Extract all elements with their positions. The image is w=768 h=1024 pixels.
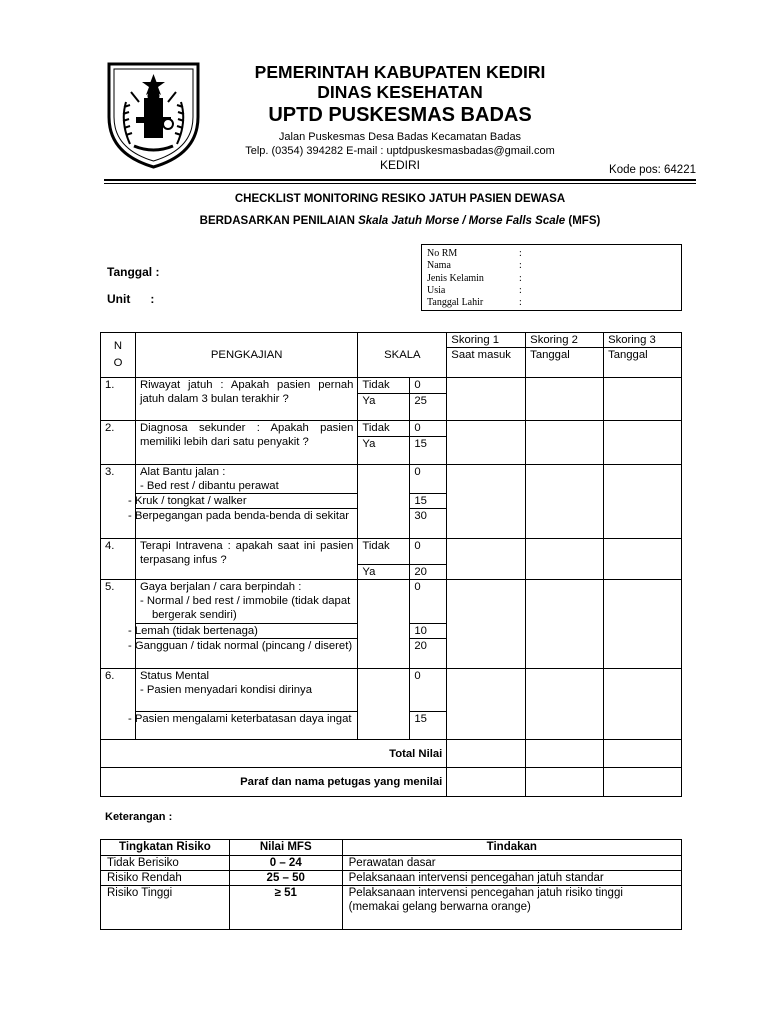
row-no: 5. xyxy=(101,580,136,669)
scale-value: 15 xyxy=(410,437,447,465)
row-option: - Pasien mengalami keterbatasan daya ingat xyxy=(135,712,357,740)
score-cell[interactable] xyxy=(604,669,682,740)
score-cell[interactable] xyxy=(604,580,682,669)
letterhead-government: PEMERINTAH KABUPATEN KEDIRI xyxy=(254,62,546,82)
patient-field-row: No RM : xyxy=(427,248,522,259)
risk-action: Pelaksanaan intervensi pencegahan jatuh standar xyxy=(342,871,681,886)
risk-level-table xyxy=(100,839,682,930)
patient-field-row: Usia : xyxy=(427,284,522,296)
scale-label: Ya xyxy=(358,437,410,465)
score-cell[interactable] xyxy=(447,421,526,465)
score-cell[interactable] xyxy=(447,465,526,539)
morse-fall-scale-table xyxy=(100,332,682,797)
row-question: Gaya berjalan / cara berpindah : - Normal / bed rest / immobile (tidak dapat bergerak sendiri) xyxy=(135,580,357,624)
risk-header-tindakan: Tindakan xyxy=(342,840,681,856)
unit-label: Unit : xyxy=(107,292,155,306)
keterangan-label: Keterangan : xyxy=(105,811,173,823)
header-skala: SKALA xyxy=(358,333,447,378)
row-question: Terapi Intravena : apakah saat ini pasien terpasang infus ? xyxy=(135,539,357,580)
score-cell[interactable] xyxy=(447,539,526,580)
risk-header-row xyxy=(101,840,682,856)
total-row xyxy=(101,740,682,768)
document-subtitle: BERDASARKAN PENILAIAN Skala Jatuh Morse / Morse Falls Scale (MFS) xyxy=(199,215,601,227)
score-cell[interactable] xyxy=(526,580,604,669)
table-row xyxy=(101,421,682,437)
patient-field-row: Jenis Kelamin : xyxy=(427,272,522,284)
row-no: 1. xyxy=(101,378,136,421)
row-no: 2. xyxy=(101,421,136,465)
risk-header-nilai: Nilai MFS xyxy=(229,840,342,856)
total-cell[interactable] xyxy=(604,740,682,768)
score-cell[interactable] xyxy=(526,465,604,539)
signature-label: Paraf dan nama petugas yang menilai xyxy=(101,768,447,797)
total-cell[interactable] xyxy=(526,740,604,768)
scale-label-empty xyxy=(358,465,410,539)
risk-row xyxy=(101,856,682,871)
letterhead-contact: Telp. (0354) 394282 E-mail : uptdpuskesmasbadas@gmail.com xyxy=(245,145,555,157)
header-saat-masuk: Saat masuk xyxy=(447,348,526,378)
letterhead-rule-thick xyxy=(104,179,696,181)
score-cell[interactable] xyxy=(526,669,604,740)
score-cell[interactable] xyxy=(604,539,682,580)
row-no: 6. xyxy=(101,669,136,740)
scale-value: 0 xyxy=(410,465,447,494)
scale-label-empty xyxy=(358,669,410,740)
table-row xyxy=(101,669,682,712)
scale-value: 10 xyxy=(410,624,447,639)
row-question: Alat Bantu jalan : - Bed rest / dibantu perawat xyxy=(135,465,357,494)
total-cell[interactable] xyxy=(447,740,526,768)
scale-label: Tidak xyxy=(358,539,410,565)
header-skoring-3: Skoring 3 xyxy=(604,333,682,348)
letterhead-rule-thin xyxy=(104,183,696,184)
risk-row xyxy=(101,871,682,886)
signature-cell[interactable] xyxy=(447,768,526,797)
patient-field-row: Nama : xyxy=(427,260,522,272)
risk-score-range: 25 – 50 xyxy=(229,871,342,886)
score-cell[interactable] xyxy=(604,421,682,465)
scale-label: Tidak xyxy=(358,421,410,437)
header-tanggal-3: Tanggal xyxy=(604,348,682,378)
score-cell[interactable] xyxy=(447,378,526,421)
risk-row xyxy=(101,886,682,930)
risk-score-range: 0 – 24 xyxy=(229,856,342,871)
scale-label-empty xyxy=(358,580,410,669)
table-row xyxy=(101,378,682,394)
total-label: Total Nilai xyxy=(101,740,447,768)
tanggal-label: Tanggal : xyxy=(107,265,160,279)
scale-value: 0 xyxy=(410,669,447,712)
score-cell[interactable] xyxy=(604,378,682,421)
scale-value: 0 xyxy=(410,539,447,565)
crest-icon xyxy=(106,62,201,169)
risk-header-tingkat: Tingkatan Risiko xyxy=(101,840,230,856)
header-tanggal-2: Tanggal xyxy=(526,348,604,378)
letterhead-institution: UPTD PUSKESMAS BADAS xyxy=(268,104,532,126)
postal-code: Kode pos: 64221 xyxy=(609,164,696,176)
risk-level: Risiko Tinggi xyxy=(101,886,230,930)
row-option: - Gangguan / tidak normal (pincang / diseret) xyxy=(135,639,357,669)
letterhead xyxy=(210,62,590,173)
signature-cell[interactable] xyxy=(604,768,682,797)
header-skoring-2: Skoring 2 xyxy=(526,333,604,348)
table-row xyxy=(101,465,682,494)
score-cell[interactable] xyxy=(447,580,526,669)
document-title: CHECKLIST MONITORING RESIKO JATUH PASIEN DEWASA xyxy=(234,193,566,205)
risk-action: Pelaksanaan intervensi pencegahan jatuh risiko tinggi (memakai gelang berwarna orange) xyxy=(342,886,681,930)
row-no: 3. xyxy=(101,465,136,539)
risk-action: Perawatan dasar xyxy=(342,856,681,871)
score-cell[interactable] xyxy=(526,378,604,421)
header-skoring-1: Skoring 1 xyxy=(447,333,526,348)
row-option: - Berpegangan pada benda-benda di sekitar xyxy=(135,509,357,539)
subtitle-italic: Skala Jatuh Morse / Morse Falls Scale xyxy=(358,215,566,227)
row-option: - Kruk / tongkat / walker xyxy=(135,494,357,509)
scale-value: 15 xyxy=(410,494,447,509)
scale-value: 0 xyxy=(410,378,447,394)
scale-label: Ya xyxy=(358,394,410,421)
letterhead-department: DINAS KESEHATAN xyxy=(317,82,483,102)
row-question: Diagnosa sekunder : Apakah pasien memiliki lebih dari satu penyakit ? xyxy=(135,421,357,465)
signature-row xyxy=(101,768,682,797)
letterhead-city: KEDIRI xyxy=(379,158,420,172)
scale-label: Tidak xyxy=(358,378,410,394)
risk-level: Risiko Rendah xyxy=(101,871,230,886)
signature-cell[interactable] xyxy=(526,768,604,797)
risk-level: Tidak Berisiko xyxy=(101,856,230,871)
score-cell[interactable] xyxy=(604,465,682,539)
letterhead-address: Jalan Puskesmas Desa Badas Kecamatan Badas xyxy=(278,131,522,143)
header-no: N O xyxy=(101,333,136,378)
table-row xyxy=(101,580,682,624)
score-cell[interactable] xyxy=(447,669,526,740)
score-cell[interactable] xyxy=(526,539,604,580)
patient-identity-box xyxy=(421,244,682,311)
scale-value: 20 xyxy=(410,565,447,580)
row-question: Riwayat jatuh : Apakah pasien pernah jatuh dalam 3 bulan terakhir ? xyxy=(135,378,357,421)
scale-value: 15 xyxy=(410,712,447,740)
kediri-crest-logo xyxy=(106,62,201,169)
scale-label: Ya xyxy=(358,565,410,580)
score-cell[interactable] xyxy=(526,421,604,465)
row-option: - Lemah (tidak bertenaga) xyxy=(135,624,357,639)
header-pengkajian: PENGKAJIAN xyxy=(135,333,357,378)
patient-field-row: Tanggal Lahir : xyxy=(427,297,522,309)
risk-score-range: ≥ 51 xyxy=(229,886,342,930)
scale-value: 25 xyxy=(410,394,447,421)
table-header-row xyxy=(101,333,682,348)
scale-value: 0 xyxy=(410,421,447,437)
scale-value: 20 xyxy=(410,639,447,669)
row-no: 4. xyxy=(101,539,136,580)
scale-value: 0 xyxy=(410,580,447,624)
scale-value: 30 xyxy=(410,509,447,539)
table-row xyxy=(101,539,682,565)
row-question: Status Mental - Pasien menyadari kondisi dirinya xyxy=(135,669,357,712)
